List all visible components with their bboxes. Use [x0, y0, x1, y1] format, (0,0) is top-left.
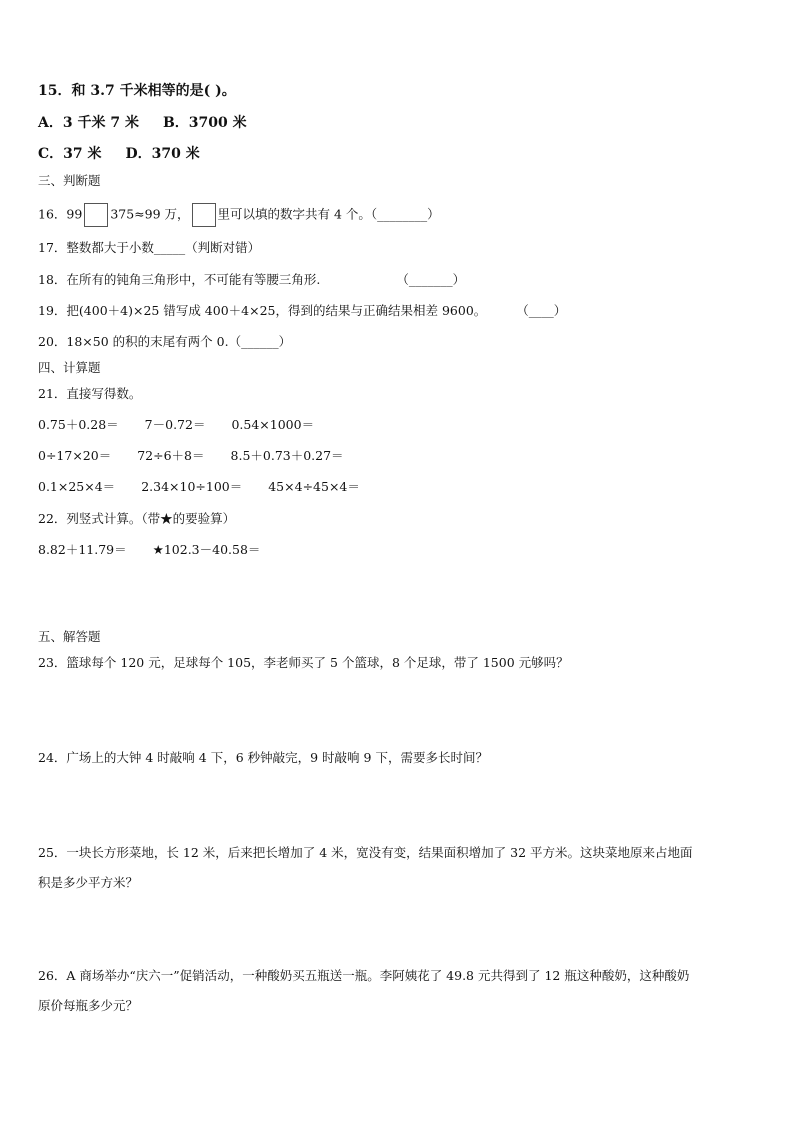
q23: 23．篮球每个 120 元，足球每个 105，李老师买了 5 个篮球，8 个足球，带了 1500 元够吗？	[38, 655, 569, 670]
q22-item: 8.82＋11.79＝	[38, 542, 127, 557]
q21-item: 7－0.72＝	[144, 417, 206, 432]
q15-option-c: C．37 米	[38, 146, 102, 162]
q16-answer-box-1[interactable]	[84, 203, 108, 227]
q21-item: 45×4÷45×4＝	[268, 479, 360, 494]
q25	[38, 838, 758, 898]
q21-row-2	[38, 447, 344, 465]
q18-text: 18．在所有的钝角三角形中，不可能有等腰三角形.	[38, 272, 321, 287]
q26	[38, 961, 758, 1021]
q15-stem: 15．和 3.7 千米相等的是( )。	[38, 83, 236, 99]
q21-item: 72÷6＋8＝	[137, 448, 205, 463]
q15-option-a: A．3 千米 7 米	[38, 115, 139, 131]
q21-item: 0.1×25×4＝	[38, 479, 116, 494]
q15-option-d: D．370 米	[125, 146, 200, 162]
q21-stem: 21．直接写得数。	[38, 386, 142, 401]
q16-part3: 里可以填的数字共有 4 个。（________）	[217, 206, 440, 222]
q17: 17．整数都大于小数_____（判断对错）	[38, 240, 261, 255]
q21-item: 0.54×1000＝	[231, 417, 315, 432]
q15-option-b: B．3700 米	[162, 115, 247, 131]
q24: 24．广场上的大钟 4 时敲响 4 下，6 秒钟敲完，9 时敲响 9 下，需要多长时间？	[38, 750, 488, 765]
q16	[38, 203, 440, 227]
q19-text: 19．把(400＋4)×25 错写成 400＋4×25，得到的结果与正确结果相差 9600。	[38, 303, 487, 318]
q18	[38, 271, 465, 289]
q15-options-row1	[38, 114, 247, 132]
q26-line-1: 26．A 商场举办“庆六一”促销活动，一种酸奶买五瓶送一瓶。李阿姨花了 49.8 元共得到了 12 瓶这种酸奶，这种酸奶	[38, 968, 690, 983]
q25-line-1: 25．一块长方形菜地，长 12 米，后来把长增加了 4 米，宽没有变，结果面积增加了 32 平方米。这块菜地原来占地面	[38, 845, 693, 860]
q25-line-2: 积是多少平方米？	[38, 875, 139, 890]
q20: 20．18×50 的积的末尾有两个 0.（______）	[38, 334, 292, 349]
q22-items	[38, 541, 260, 559]
q21-item: 0.75＋0.28＝	[38, 417, 119, 432]
q19-blank[interactable]: （____）	[516, 303, 567, 318]
section-heading-solve: 五、解答题	[38, 629, 101, 644]
q15-options-row2	[38, 145, 200, 163]
q22-stem: 22．列竖式计算。（带★的要验算）	[38, 511, 236, 526]
q16-answer-box-2[interactable]	[192, 203, 216, 227]
q21-item: 2.34×10÷100＝	[141, 479, 243, 494]
q26-line-2: 原价每瓶多少元？	[38, 998, 139, 1013]
q21-item: 8.5＋0.73＋0.27＝	[230, 448, 344, 463]
q21-item: 0÷17×20＝	[38, 448, 112, 463]
q21-row-3	[38, 478, 360, 496]
q18-blank[interactable]: （_______）	[396, 272, 466, 287]
q19	[38, 302, 566, 320]
q16-part1: 16．99	[38, 206, 83, 222]
q22-item-starred: ★102.3－40.58＝	[152, 542, 261, 557]
q16-part2: 375≈99 万，	[110, 206, 190, 222]
section-heading-compute: 四、计算题	[38, 360, 101, 375]
section-heading-judge: 三、判断题	[38, 173, 101, 188]
q21-row-1	[38, 416, 314, 434]
